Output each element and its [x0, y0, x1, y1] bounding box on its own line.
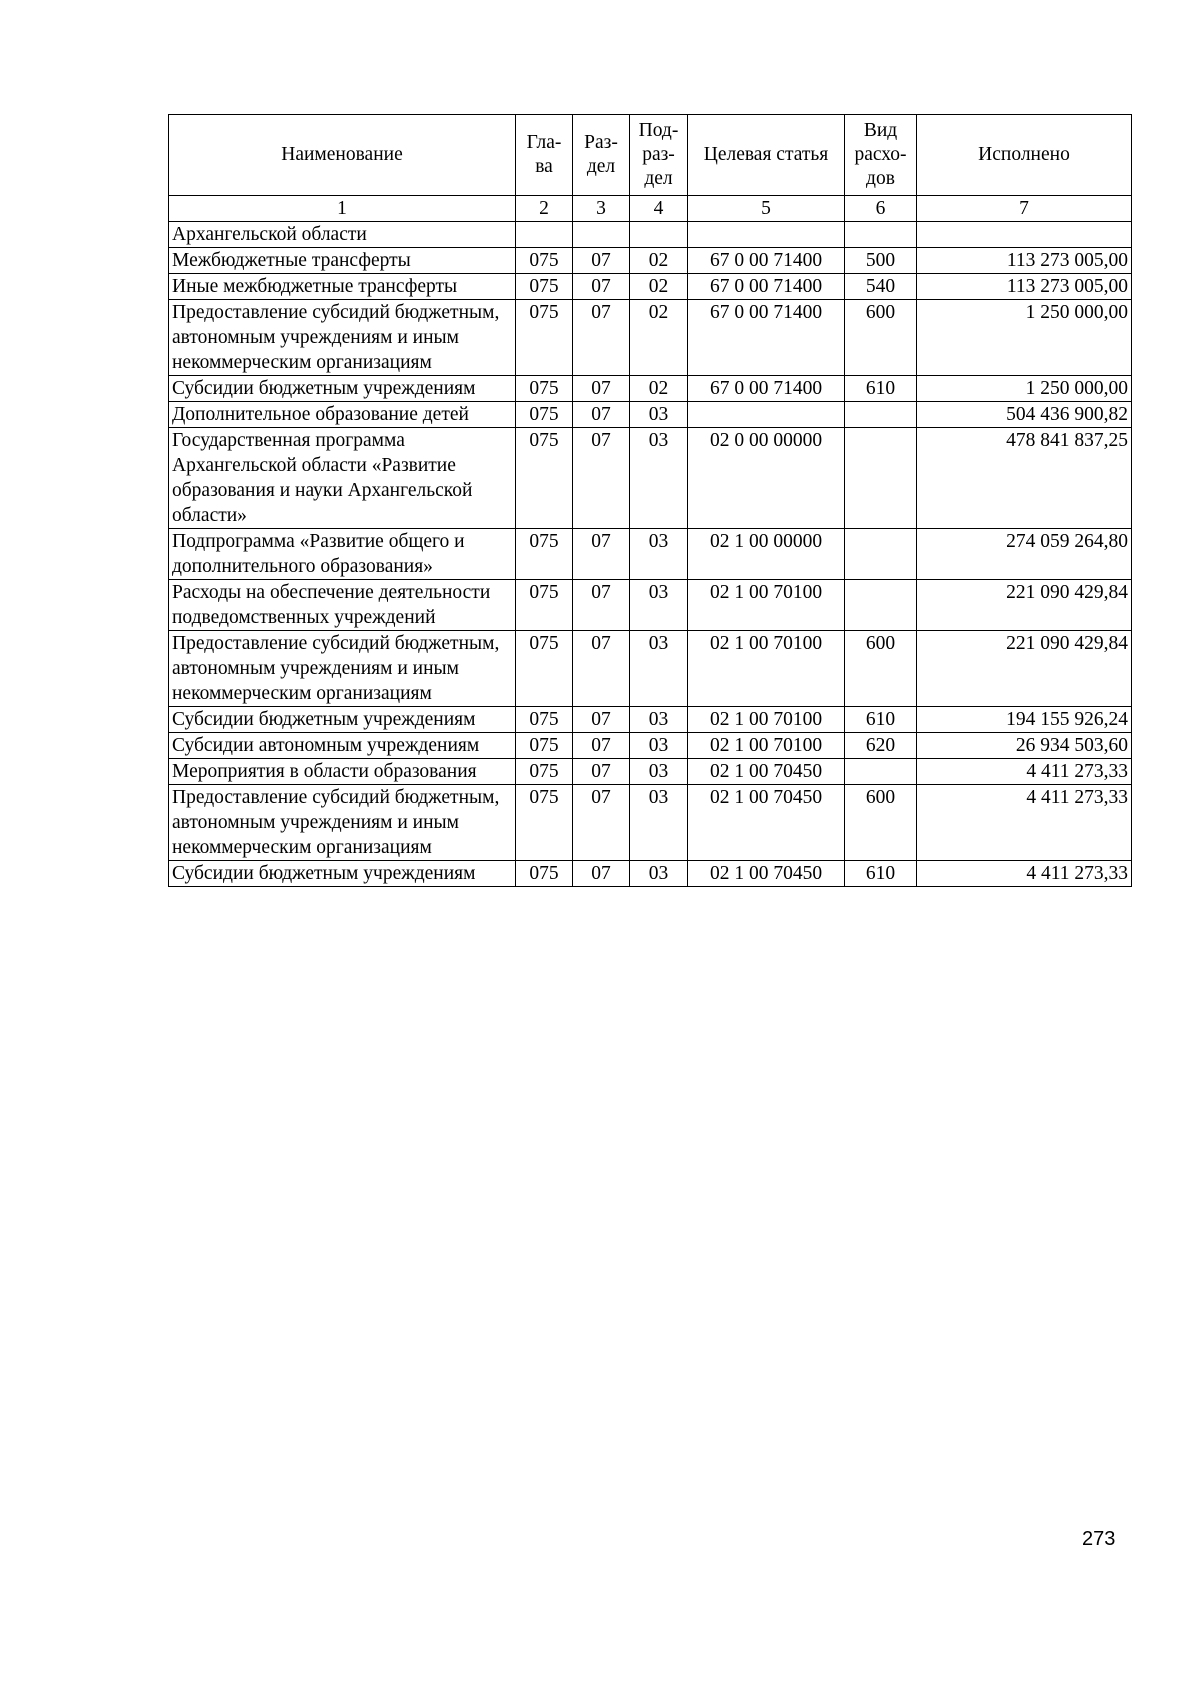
- header-vid: [845, 115, 917, 196]
- cell-amount: 221 090 429,84: [917, 631, 1132, 707]
- cell-name: Предоставление субсидий бюджетным, автономным учреждениям и иным некоммерческим организациям: [169, 300, 516, 376]
- cell-target-article: 02 1 00 00000: [688, 529, 845, 580]
- table-row: [169, 785, 1132, 861]
- table-row: [169, 274, 1132, 300]
- header-podrazdel-label: Под- раз- дел: [638, 120, 679, 189]
- cell-podrazdel: 03: [630, 580, 688, 631]
- cell-glava: 075: [516, 580, 573, 631]
- cell-name: Субсидии бюджетным учреждениям: [169, 707, 516, 733]
- cell-razdel: 07: [573, 631, 630, 707]
- cell-podrazdel: 03: [630, 861, 688, 887]
- column-number-row: [169, 196, 1132, 222]
- cell-name: Государственная программа Архангельской области «Развитие образования и науки Архангельской области»: [169, 428, 516, 529]
- cell-amount: 504 436 900,82: [917, 402, 1132, 428]
- cell-podrazdel: 03: [630, 529, 688, 580]
- cell-expense-type: [845, 222, 917, 248]
- cell-expense-type: 600: [845, 785, 917, 861]
- cell-expense-type: 620: [845, 733, 917, 759]
- cell-razdel: 07: [573, 428, 630, 529]
- cell-expense-type: 600: [845, 631, 917, 707]
- header-vid-label: Вид расхо- дов: [854, 120, 907, 189]
- cell-glava: 075: [516, 428, 573, 529]
- cell-name: Субсидии бюджетным учреждениям: [169, 376, 516, 402]
- cell-amount: 274 059 264,80: [917, 529, 1132, 580]
- cell-expense-type: [845, 402, 917, 428]
- cell-podrazdel: 03: [630, 402, 688, 428]
- cell-podrazdel: 03: [630, 785, 688, 861]
- table-row: [169, 222, 1132, 248]
- table-row: [169, 707, 1132, 733]
- header-amount: [917, 115, 1132, 196]
- cell-amount: [917, 222, 1132, 248]
- cell-name: Подпрограмма «Развитие общего и дополнительного образования»: [169, 529, 516, 580]
- column-number: 3: [573, 196, 630, 222]
- cell-name: Мероприятия в области образования: [169, 759, 516, 785]
- cell-amount: 4 411 273,33: [917, 785, 1132, 861]
- cell-razdel: 07: [573, 759, 630, 785]
- header-podrazdel: [630, 115, 688, 196]
- cell-amount: 1 250 000,00: [917, 300, 1132, 376]
- header-target: [688, 115, 845, 196]
- cell-razdel: 07: [573, 580, 630, 631]
- cell-name: Предоставление субсидий бюджетным, автономным учреждениям и иным некоммерческим организациям: [169, 631, 516, 707]
- table-row: [169, 733, 1132, 759]
- cell-razdel: 07: [573, 529, 630, 580]
- header-glava-label: Гла- ва: [526, 132, 562, 177]
- column-number: 6: [845, 196, 917, 222]
- cell-podrazdel: 03: [630, 733, 688, 759]
- header-name-label: Наименование: [281, 144, 403, 165]
- cell-amount: 113 273 005,00: [917, 248, 1132, 274]
- cell-name: Субсидии автономным учреждениям: [169, 733, 516, 759]
- cell-name: Архангельской области: [169, 222, 516, 248]
- cell-target-article: 67 0 00 71400: [688, 248, 845, 274]
- cell-glava: 075: [516, 300, 573, 376]
- table-row: [169, 529, 1132, 580]
- column-number: 5: [688, 196, 845, 222]
- cell-expense-type: 500: [845, 248, 917, 274]
- cell-expense-type: [845, 428, 917, 529]
- cell-expense-type: 610: [845, 707, 917, 733]
- cell-target-article: 67 0 00 71400: [688, 376, 845, 402]
- cell-podrazdel: 03: [630, 428, 688, 529]
- table-row: [169, 631, 1132, 707]
- cell-target-article: 02 1 00 70100: [688, 580, 845, 631]
- cell-razdel: 07: [573, 300, 630, 376]
- cell-expense-type: [845, 759, 917, 785]
- cell-target-article: 02 1 00 70100: [688, 631, 845, 707]
- cell-name: Расходы на обеспечение деятельности подведомственных учреждений: [169, 580, 516, 631]
- cell-amount: 4 411 273,33: [917, 861, 1132, 887]
- cell-razdel: 07: [573, 248, 630, 274]
- cell-target-article: [688, 222, 845, 248]
- table-row: [169, 248, 1132, 274]
- cell-razdel: 07: [573, 402, 630, 428]
- cell-amount: 113 273 005,00: [917, 274, 1132, 300]
- cell-expense-type: 600: [845, 300, 917, 376]
- header-amount-label: Исполнено: [978, 144, 1070, 165]
- cell-podrazdel: 03: [630, 707, 688, 733]
- table-row: [169, 428, 1132, 529]
- cell-razdel: 07: [573, 274, 630, 300]
- cell-podrazdel: 02: [630, 274, 688, 300]
- cell-glava: 075: [516, 861, 573, 887]
- cell-glava: 075: [516, 631, 573, 707]
- header-glava: [516, 115, 573, 196]
- cell-glava: 075: [516, 759, 573, 785]
- cell-expense-type: 610: [845, 861, 917, 887]
- cell-razdel: 07: [573, 376, 630, 402]
- table-row: [169, 376, 1132, 402]
- cell-expense-type: [845, 580, 917, 631]
- header-target-label: Целевая статья: [703, 144, 829, 165]
- cell-glava: 075: [516, 785, 573, 861]
- cell-target-article: 02 1 00 70450: [688, 785, 845, 861]
- cell-name: Дополнительное образование детей: [169, 402, 516, 428]
- cell-razdel: 07: [573, 707, 630, 733]
- cell-target-article: 67 0 00 71400: [688, 300, 845, 376]
- table-row: [169, 402, 1132, 428]
- column-number: 1: [169, 196, 516, 222]
- cell-target-article: 02 1 00 70450: [688, 861, 845, 887]
- column-number: 4: [630, 196, 688, 222]
- cell-razdel: 07: [573, 733, 630, 759]
- header-razdel: [573, 115, 630, 196]
- column-number: 2: [516, 196, 573, 222]
- cell-expense-type: [845, 529, 917, 580]
- cell-podrazdel: 02: [630, 248, 688, 274]
- cell-glava: 075: [516, 248, 573, 274]
- table-row: [169, 300, 1132, 376]
- budget-execution-table: [168, 114, 1132, 887]
- cell-glava: 075: [516, 707, 573, 733]
- cell-podrazdel: 03: [630, 759, 688, 785]
- cell-target-article: 02 0 00 00000: [688, 428, 845, 529]
- cell-glava: [516, 222, 573, 248]
- cell-amount: 194 155 926,24: [917, 707, 1132, 733]
- cell-expense-type: 610: [845, 376, 917, 402]
- cell-razdel: 07: [573, 785, 630, 861]
- cell-target-article: 67 0 00 71400: [688, 274, 845, 300]
- table-row: [169, 580, 1132, 631]
- cell-target-article: [688, 402, 845, 428]
- table-row: [169, 759, 1132, 785]
- cell-podrazdel: 02: [630, 376, 688, 402]
- page-number: 273: [1082, 1528, 1116, 1550]
- cell-podrazdel: 03: [630, 631, 688, 707]
- cell-amount: 26 934 503,60: [917, 733, 1132, 759]
- cell-name: Межбюджетные трансферты: [169, 248, 516, 274]
- cell-target-article: 02 1 00 70100: [688, 733, 845, 759]
- header-row: [169, 115, 1132, 196]
- cell-amount: 478 841 837,25: [917, 428, 1132, 529]
- table-body: [169, 222, 1132, 887]
- column-number: 7: [917, 196, 1132, 222]
- cell-amount: 4 411 273,33: [917, 759, 1132, 785]
- cell-glava: 075: [516, 529, 573, 580]
- cell-razdel: 07: [573, 861, 630, 887]
- cell-podrazdel: 02: [630, 300, 688, 376]
- cell-glava: 075: [516, 733, 573, 759]
- cell-name: Предоставление субсидий бюджетным, автономным учреждениям и иным некоммерческим организациям: [169, 785, 516, 861]
- cell-glava: 075: [516, 376, 573, 402]
- table-header: [169, 115, 1132, 222]
- cell-amount: 1 250 000,00: [917, 376, 1132, 402]
- table-row: [169, 861, 1132, 887]
- cell-name: Иные межбюджетные трансферты: [169, 274, 516, 300]
- cell-glava: 075: [516, 274, 573, 300]
- header-name: [169, 115, 516, 196]
- cell-expense-type: 540: [845, 274, 917, 300]
- cell-target-article: 02 1 00 70100: [688, 707, 845, 733]
- cell-target-article: 02 1 00 70450: [688, 759, 845, 785]
- cell-name: Субсидии бюджетным учреждениям: [169, 861, 516, 887]
- cell-razdel: [573, 222, 630, 248]
- cell-podrazdel: [630, 222, 688, 248]
- cell-amount: 221 090 429,84: [917, 580, 1132, 631]
- header-razdel-label: Раз- дел: [584, 132, 618, 177]
- cell-glava: 075: [516, 402, 573, 428]
